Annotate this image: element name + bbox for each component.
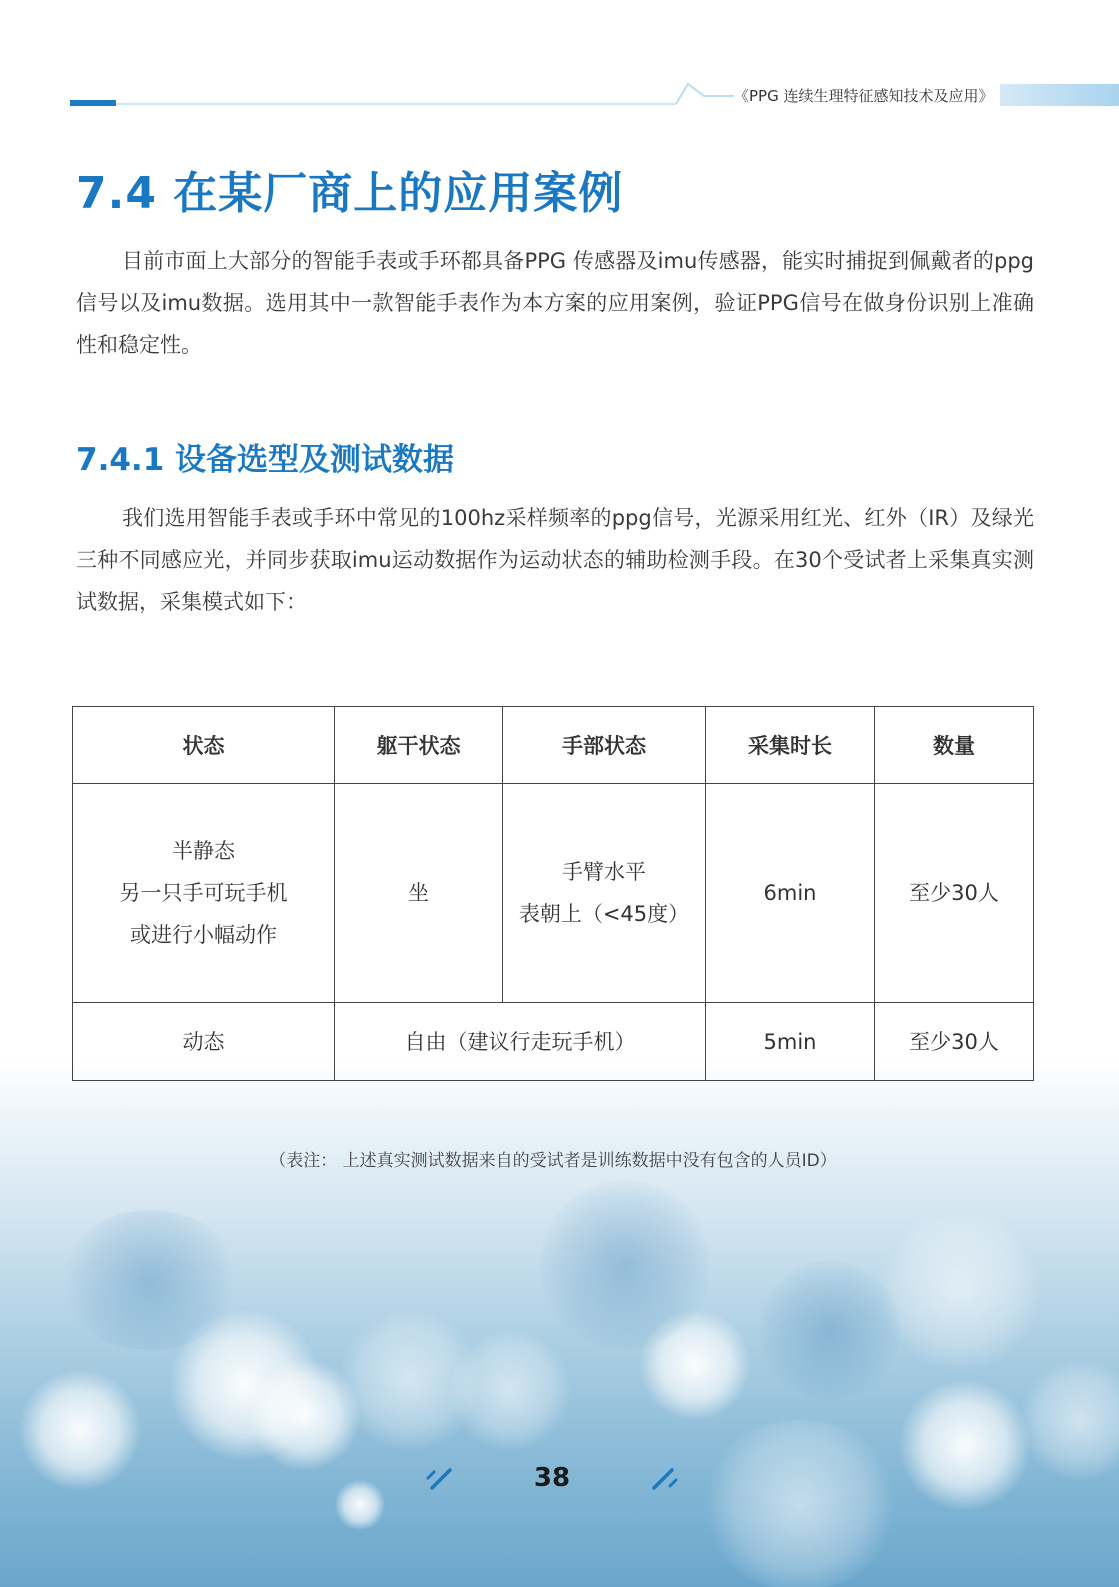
subsection-paragraph: 我们选用智能手表或手环中常见的100hz采样频率的ppg信号，光源采用红光、红外（IR）及绿光三种不同感应光，并同步获取imu运动数据作为运动状态的辅助检测手段。在30个受试者上采集真实测试数据，采集模式如下： (76, 506, 1034, 614)
duration-cell: 6min (706, 784, 875, 1003)
intro-paragraph: 目前市面上大部分的智能手表或手环都具备PPG 传感器及imu传感器，能实时捕捉到佩戴者的ppg信号以及imu数据。选用其中一款智能手表作为本方案的应用案例，验证PPG信号在做身份识别上准确性和稳定性。 (76, 249, 1034, 357)
table-note: （表注： 上述真实测试数据来自的受试者是训练数据中没有包含的人员ID） (269, 1151, 837, 1171)
slash-decoration-left (424, 1466, 456, 1492)
subsection-heading: 7.4.1 设备选型及测试数据 (76, 442, 455, 478)
page-number: 38 (533, 1463, 571, 1493)
duration-cell: 5min (706, 1003, 875, 1081)
torso-hand-merged-cell: 自由（建议行走玩手机） (335, 1003, 706, 1081)
table-row (73, 1003, 1034, 1081)
cell-line: 半静态 (172, 839, 235, 863)
hand-cell (503, 784, 706, 1003)
header-accent-bar (70, 100, 116, 106)
column-header: 躯干状态 (335, 707, 503, 784)
count-cell: 至少30人 (875, 1003, 1034, 1081)
torso-cell: 坐 (335, 784, 503, 1003)
slash-decoration-right (650, 1466, 682, 1492)
section-heading: 7.4 在某厂商上的应用案例 (76, 168, 624, 219)
column-header: 采集时长 (706, 707, 875, 784)
cell-line: 表朝上（<45度） (518, 902, 690, 926)
count-cell: 至少30人 (875, 784, 1034, 1003)
state-cell: 动态 (73, 1003, 335, 1081)
state-cell (73, 784, 335, 1003)
bokeh-background (0, 1060, 1119, 1587)
column-header: 数量 (875, 707, 1034, 784)
cell-line: 或进行小幅动作 (130, 923, 277, 947)
table-row (73, 784, 1034, 1003)
cell-line: 手臂水平 (562, 860, 646, 884)
header-tab-decoration (1000, 84, 1119, 106)
column-header: 手部状态 (503, 707, 706, 784)
table-header-row (73, 707, 1034, 784)
column-header: 状态 (73, 707, 335, 784)
cell-line: 另一只手可玩手机 (119, 881, 288, 905)
collection-mode-table (72, 706, 1034, 1081)
publication-title: 《PPG 连续生理特征感知技术及应用》 (734, 87, 994, 105)
